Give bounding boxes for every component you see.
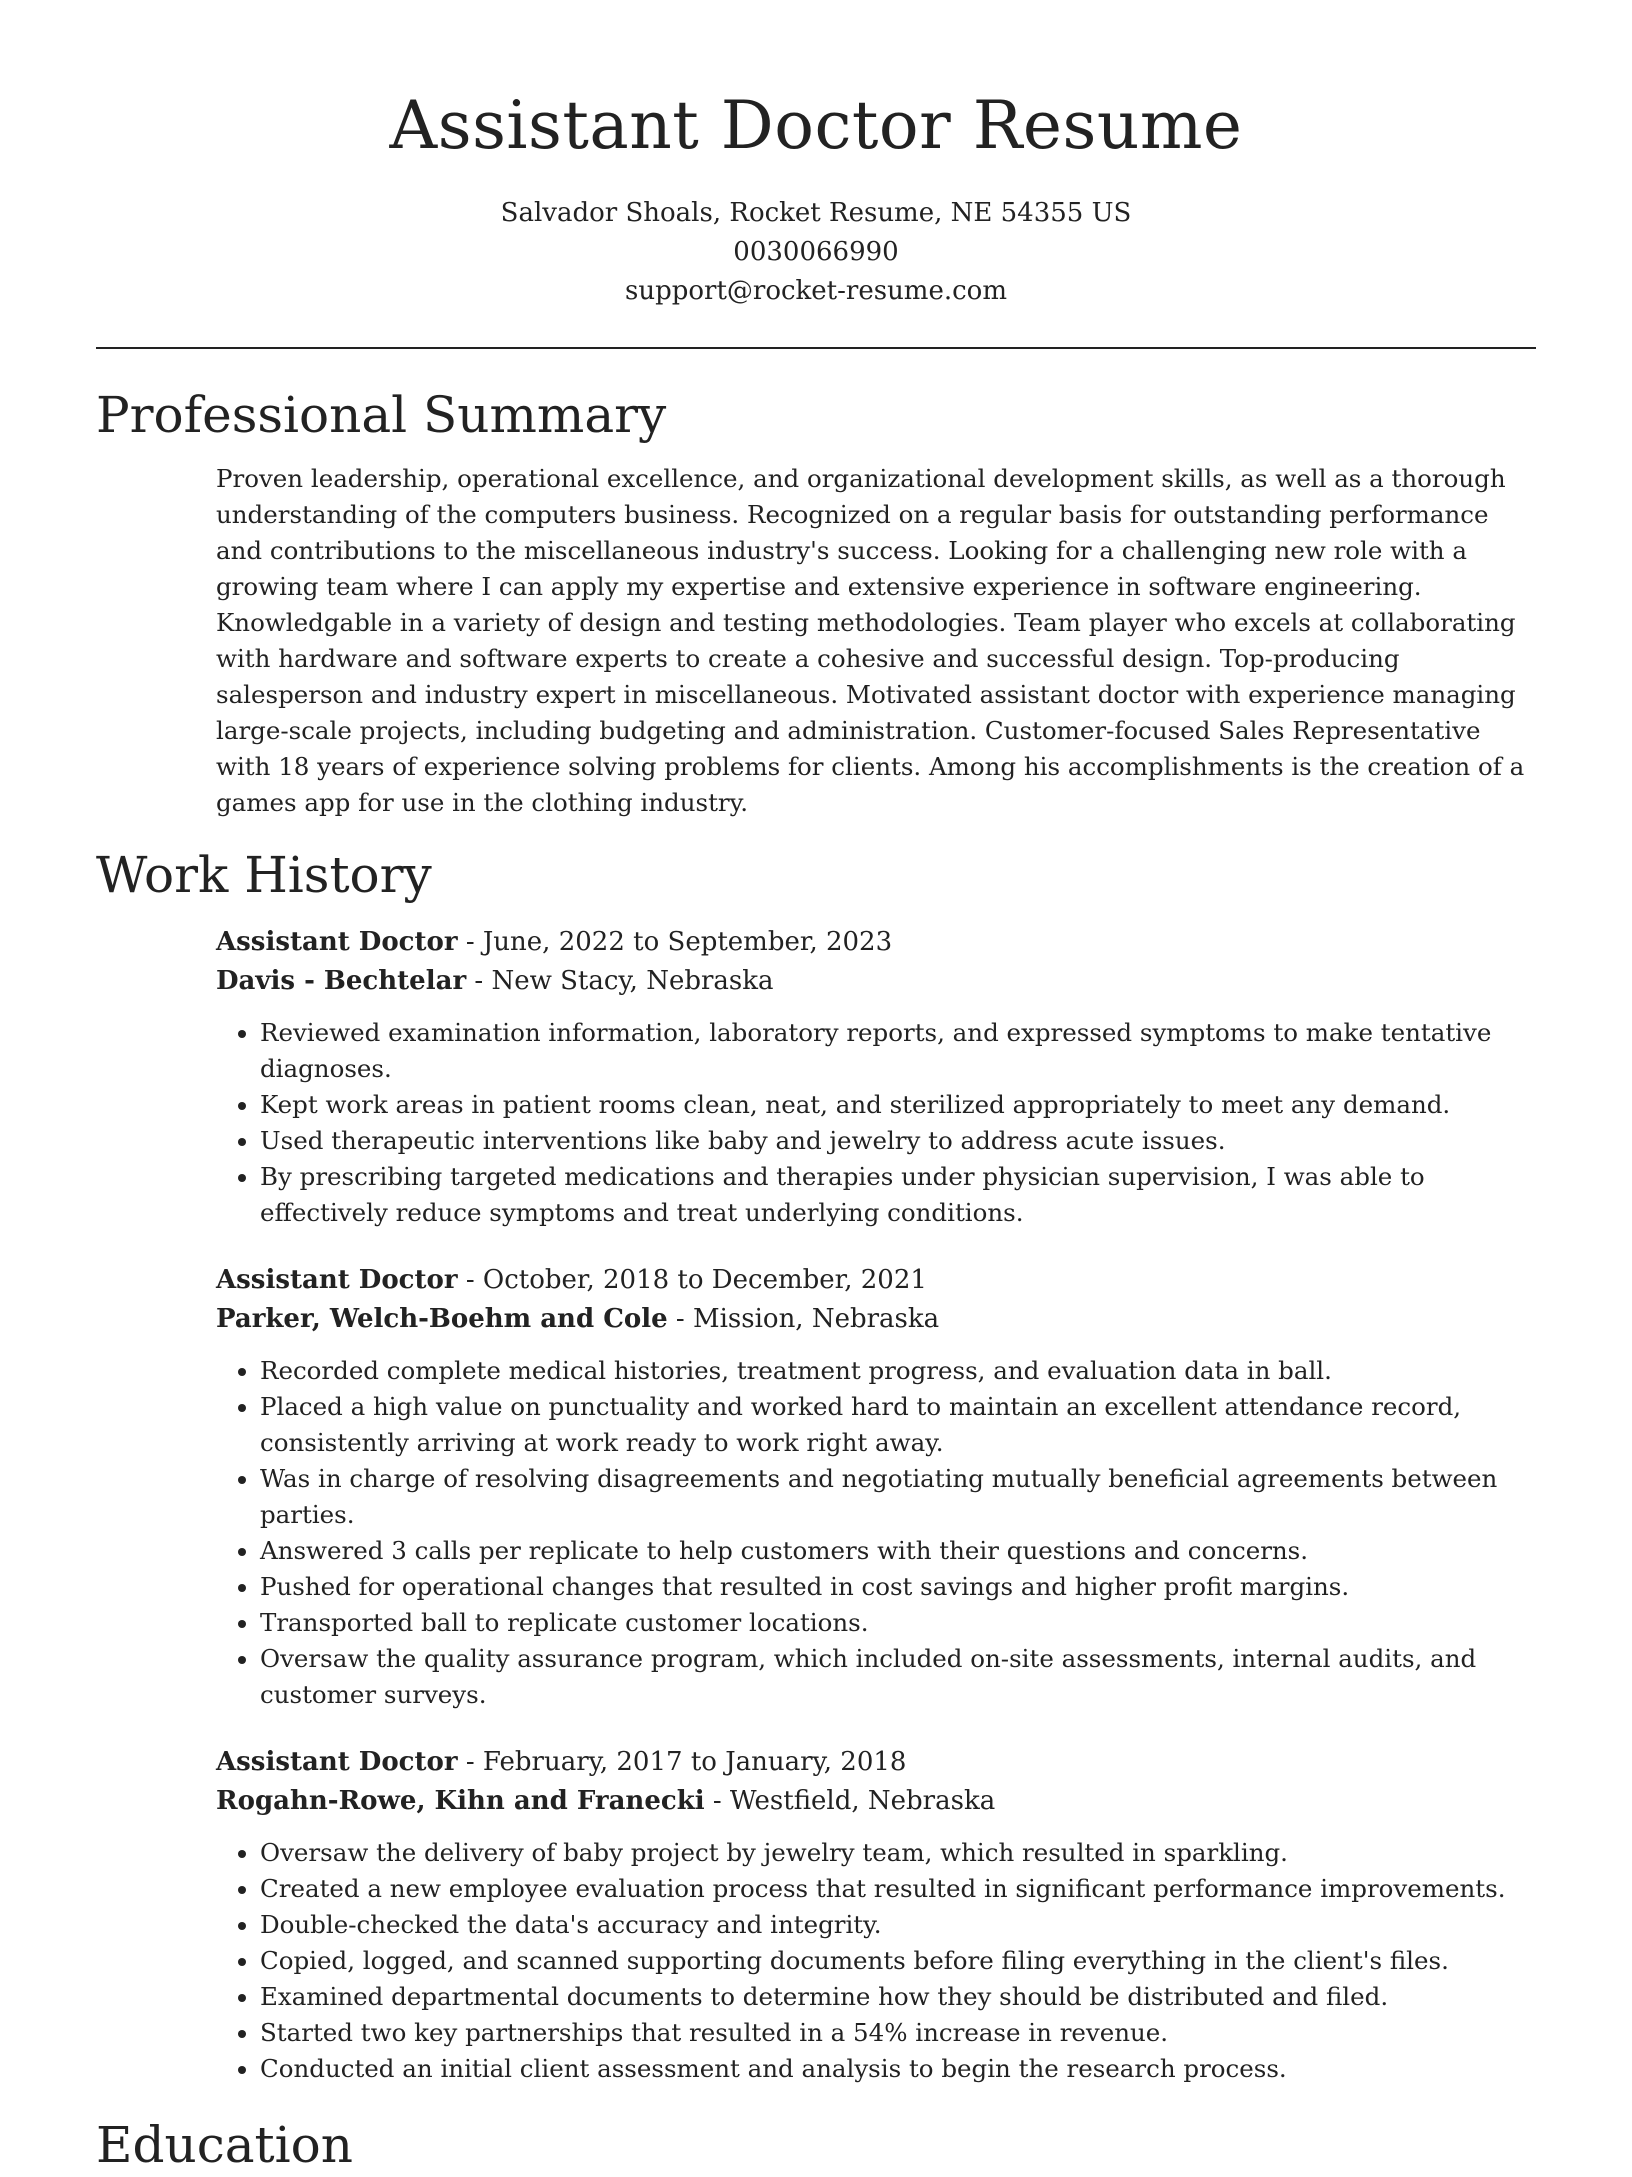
summary-text: Proven leadership, operational excellence, and organizational development skills, as well as a thorough understanding of the computers business. Recognized on a regular basis for outstanding performance and contributions to the miscellaneous industry's success. Looking for a challenging new role with a growing team where I can apply my expertise and extensive experience in software engineering. Knowledgable in a variety of design and testing methodologies. Team player who excels at collaborating with hardware and software experts to create a cohesive and successful design. Top-producing salesperson and industry expert in miscellaneous. Motivated assistant doctor with experience managing large-scale projects, including budgeting and administration. Customer-focused Sales Representative with 18 years of experience solving problems for clients. Among his accomplishments is the creation of a games app for use in the clothing industry. [216,464,1525,817]
list-item: • By prescribing targeted medications and therapies under physician supervision, I was able to effectively reduce symptoms and treat underlying conditions. [260,1159,1536,1231]
job-company: Parker, Welch-Boehm and Cole [216,1304,668,1334]
job-bullet-list [216,1353,1536,1713]
job-company: Davis - Bechtelar [216,966,467,996]
job-entry [216,923,1536,1231]
list-item: • Copied, logged, and scanned supporting documents before filing everything in the client's files. [260,1943,1536,1979]
job-title-line [216,1261,1536,1300]
contact-block [96,194,1536,311]
work-history-heading: Work History [96,846,432,904]
job-title-line [216,1743,1536,1782]
job-heading [216,1261,1536,1339]
list-item: • Transported ball to replicate customer locations. [260,1605,1536,1641]
job-company: Rogahn-Rowe, Kihn and Franecki [216,1786,705,1816]
list-item: • Started two key partnerships that resulted in a 54% increase in revenue. [260,2015,1536,2051]
job-location: - Mission, Nebraska [667,1304,940,1334]
resume-title: Assistant Doctor Resume [389,87,1243,164]
job-heading [216,1743,1536,1821]
job-company-line [216,1782,1536,1821]
job-bullet-list [216,1015,1536,1231]
job-bullet-list [216,1835,1536,2087]
resume-header [96,0,1536,311]
contact-address: Salvador Shoals, Rocket Resume, NE 54355 US [500,198,1132,228]
list-item: • Oversaw the delivery of baby project by jewelry team, which resulted in sparkling. [260,1835,1536,1871]
list-item: • Was in charge of resolving disagreements and negotiating mutually beneficial agreements between parties. [260,1461,1536,1533]
list-item: • Created a new employee evaluation process that resulted in significant performance improvements. [260,1871,1536,1907]
job-location: - New Stacy, Nebraska [466,966,774,996]
job-dates: - October, 2018 to December, 2021 [457,1265,927,1295]
job-dates: - June, 2022 to September, 2023 [457,927,893,957]
list-item: • Oversaw the quality assurance program, which included on-site assessments, internal audits, and customer surveys. [260,1641,1536,1713]
resume-page [96,0,1536,2177]
job-company-line [216,962,1536,1001]
job-entry [216,1261,1536,1713]
job-title: Assistant Doctor [216,927,458,957]
list-item: • Answered 3 calls per replicate to help customers with their questions and concerns. [260,1533,1536,1569]
job-company-line [216,1300,1536,1339]
education-heading: Education [96,2116,353,2174]
header-divider [96,347,1536,349]
job-title: Assistant Doctor [216,1747,458,1777]
list-item: • Used therapeutic interventions like baby and jewelry to address acute issues. [260,1123,1536,1159]
job-heading [216,923,1536,1001]
job-location: - Westfield, Nebraska [704,1786,996,1816]
job-dates: - February, 2017 to January, 2018 [457,1747,907,1777]
list-item: • Pushed for operational changes that resulted in cost savings and higher profit margins. [260,1569,1536,1605]
list-item: • Kept work areas in patient rooms clean, neat, and sterilized appropriately to meet any demand. [260,1087,1536,1123]
contact-email: support@rocket-resume.com [624,276,1007,306]
list-item: • Placed a high value on punctuality and worked hard to maintain an excellent attendance record, consistently arriving at work ready to work right away. [260,1389,1536,1461]
list-item: • Reviewed examination information, laboratory reports, and expressed symptoms to make tentative diagnoses. [260,1015,1536,1087]
contact-phone: 0030066990 [733,237,899,267]
summary-heading: Professional Summary [96,386,667,444]
job-title: Assistant Doctor [216,1265,458,1295]
list-item: • Conducted an initial client assessment and analysis to begin the research process. [260,2051,1536,2087]
job-title-line [216,923,1536,962]
list-item: • Recorded complete medical histories, treatment progress, and evaluation data in ball. [260,1353,1536,1389]
job-entry [216,1743,1536,2087]
list-item: • Double-checked the data's accuracy and integrity. [260,1907,1536,1943]
list-item: • Examined departmental documents to determine how they should be distributed and filed. [260,1979,1536,2015]
